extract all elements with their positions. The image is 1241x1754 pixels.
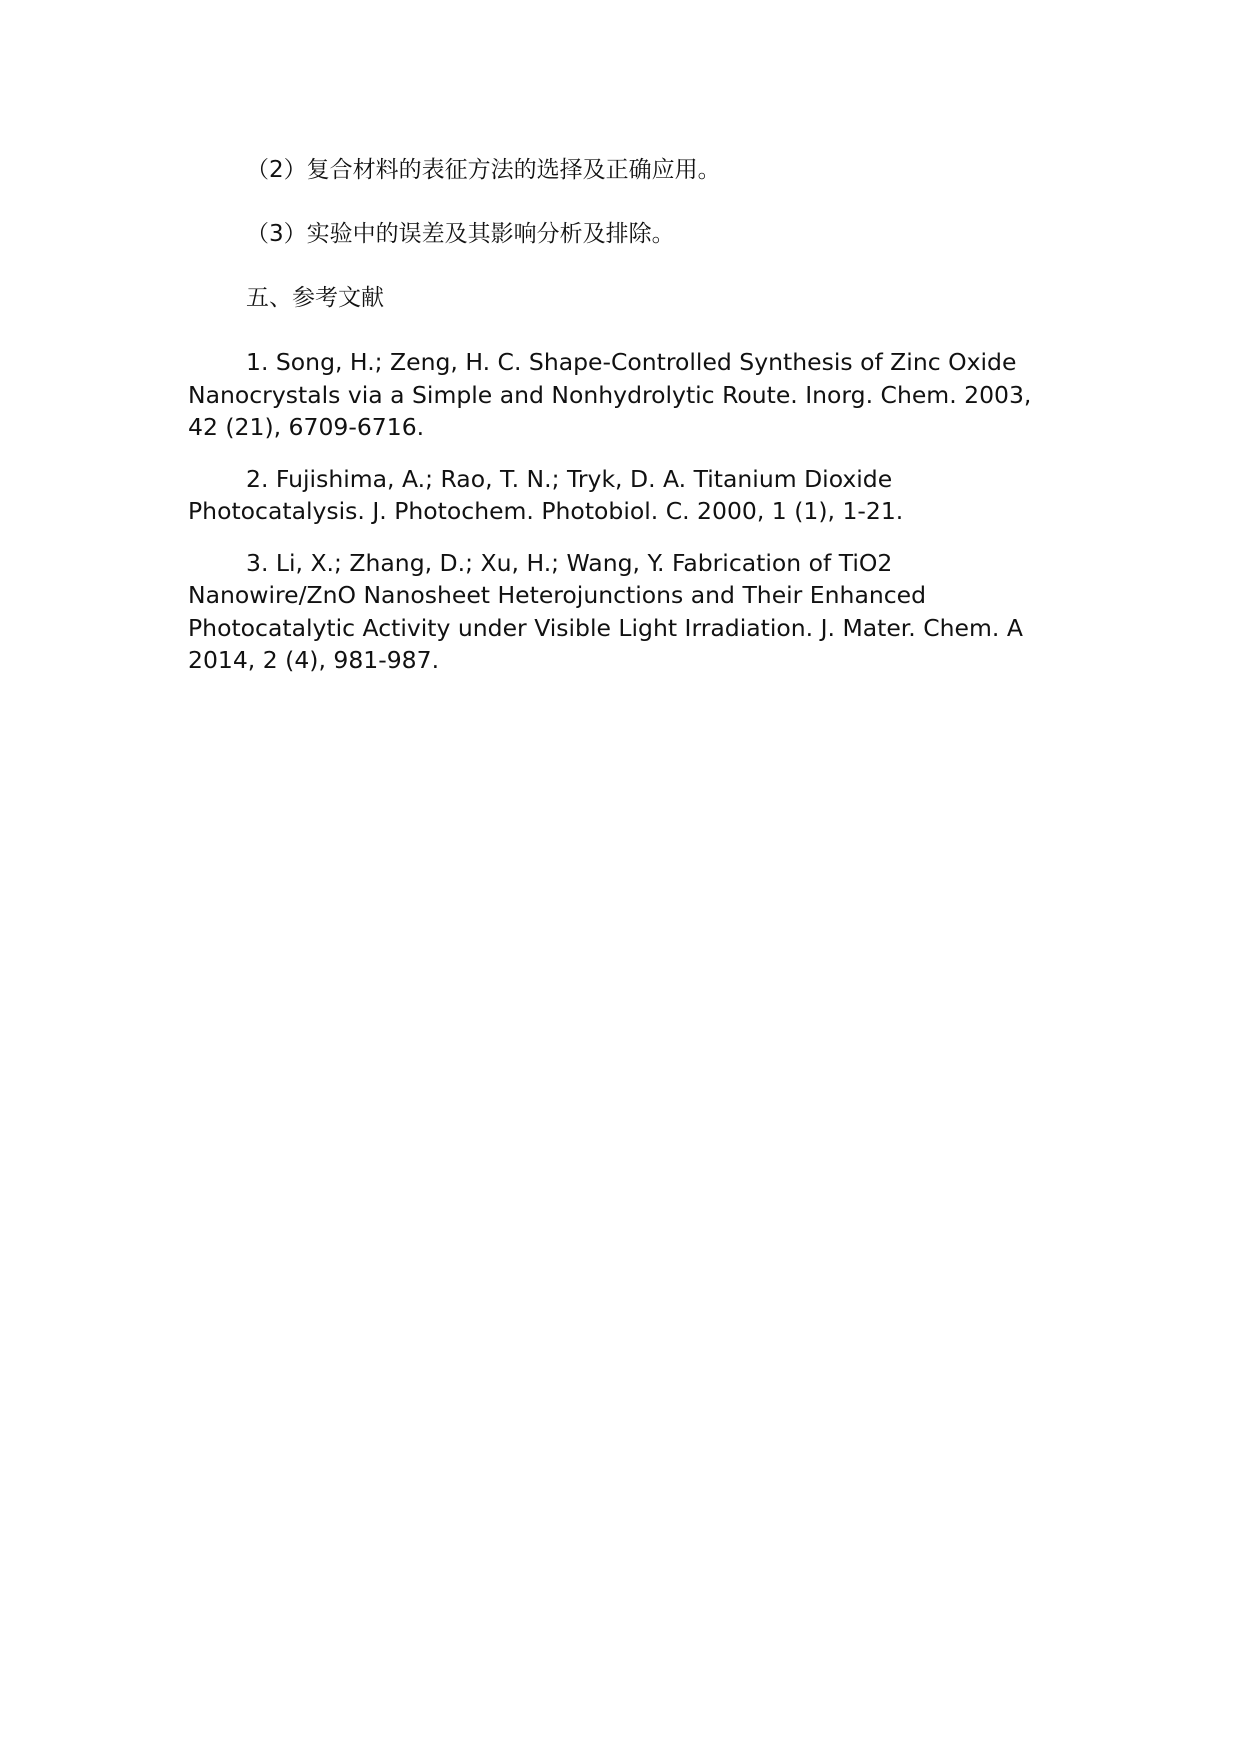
list-item-3: （3）实验中的误差及其影响分析及排除。: [246, 221, 675, 247]
section-heading-references: 五、参考文献: [246, 285, 384, 311]
list-item-2: （2）复合材料的表征方法的选择及正确应用。: [246, 157, 721, 183]
reference-item-1: 1. Song, H.; Zeng, H. C. Shape-Controlled Synthesis of Zinc Oxide Nanocrystals via a Simple and Nonhydrolytic Route. Inorg. Chem. 2003, 42 (21), 6709-6716.: [188, 348, 1032, 441]
reference-list: [188, 346, 1058, 696]
reference-item-3: 3. Li, X.; Zhang, D.; Xu, H.; Wang, Y. Fabrication of TiO2 Nanowire/ZnO Nanosheet Heterojunctions and Their Enhanced Photocatalytic Activity under Visible Light Irradiation. J. Mater. Chem. A 2014, 2 (4), 981-987.: [188, 548, 1023, 674]
reference-item-2: 2. Fujishima, A.; Rao, T. N.; Tryk, D. A. Titanium Dioxide Photocatalysis. J. Photochem. Photobiol. C. 2000, 1 (1), 1-21.: [188, 464, 904, 525]
